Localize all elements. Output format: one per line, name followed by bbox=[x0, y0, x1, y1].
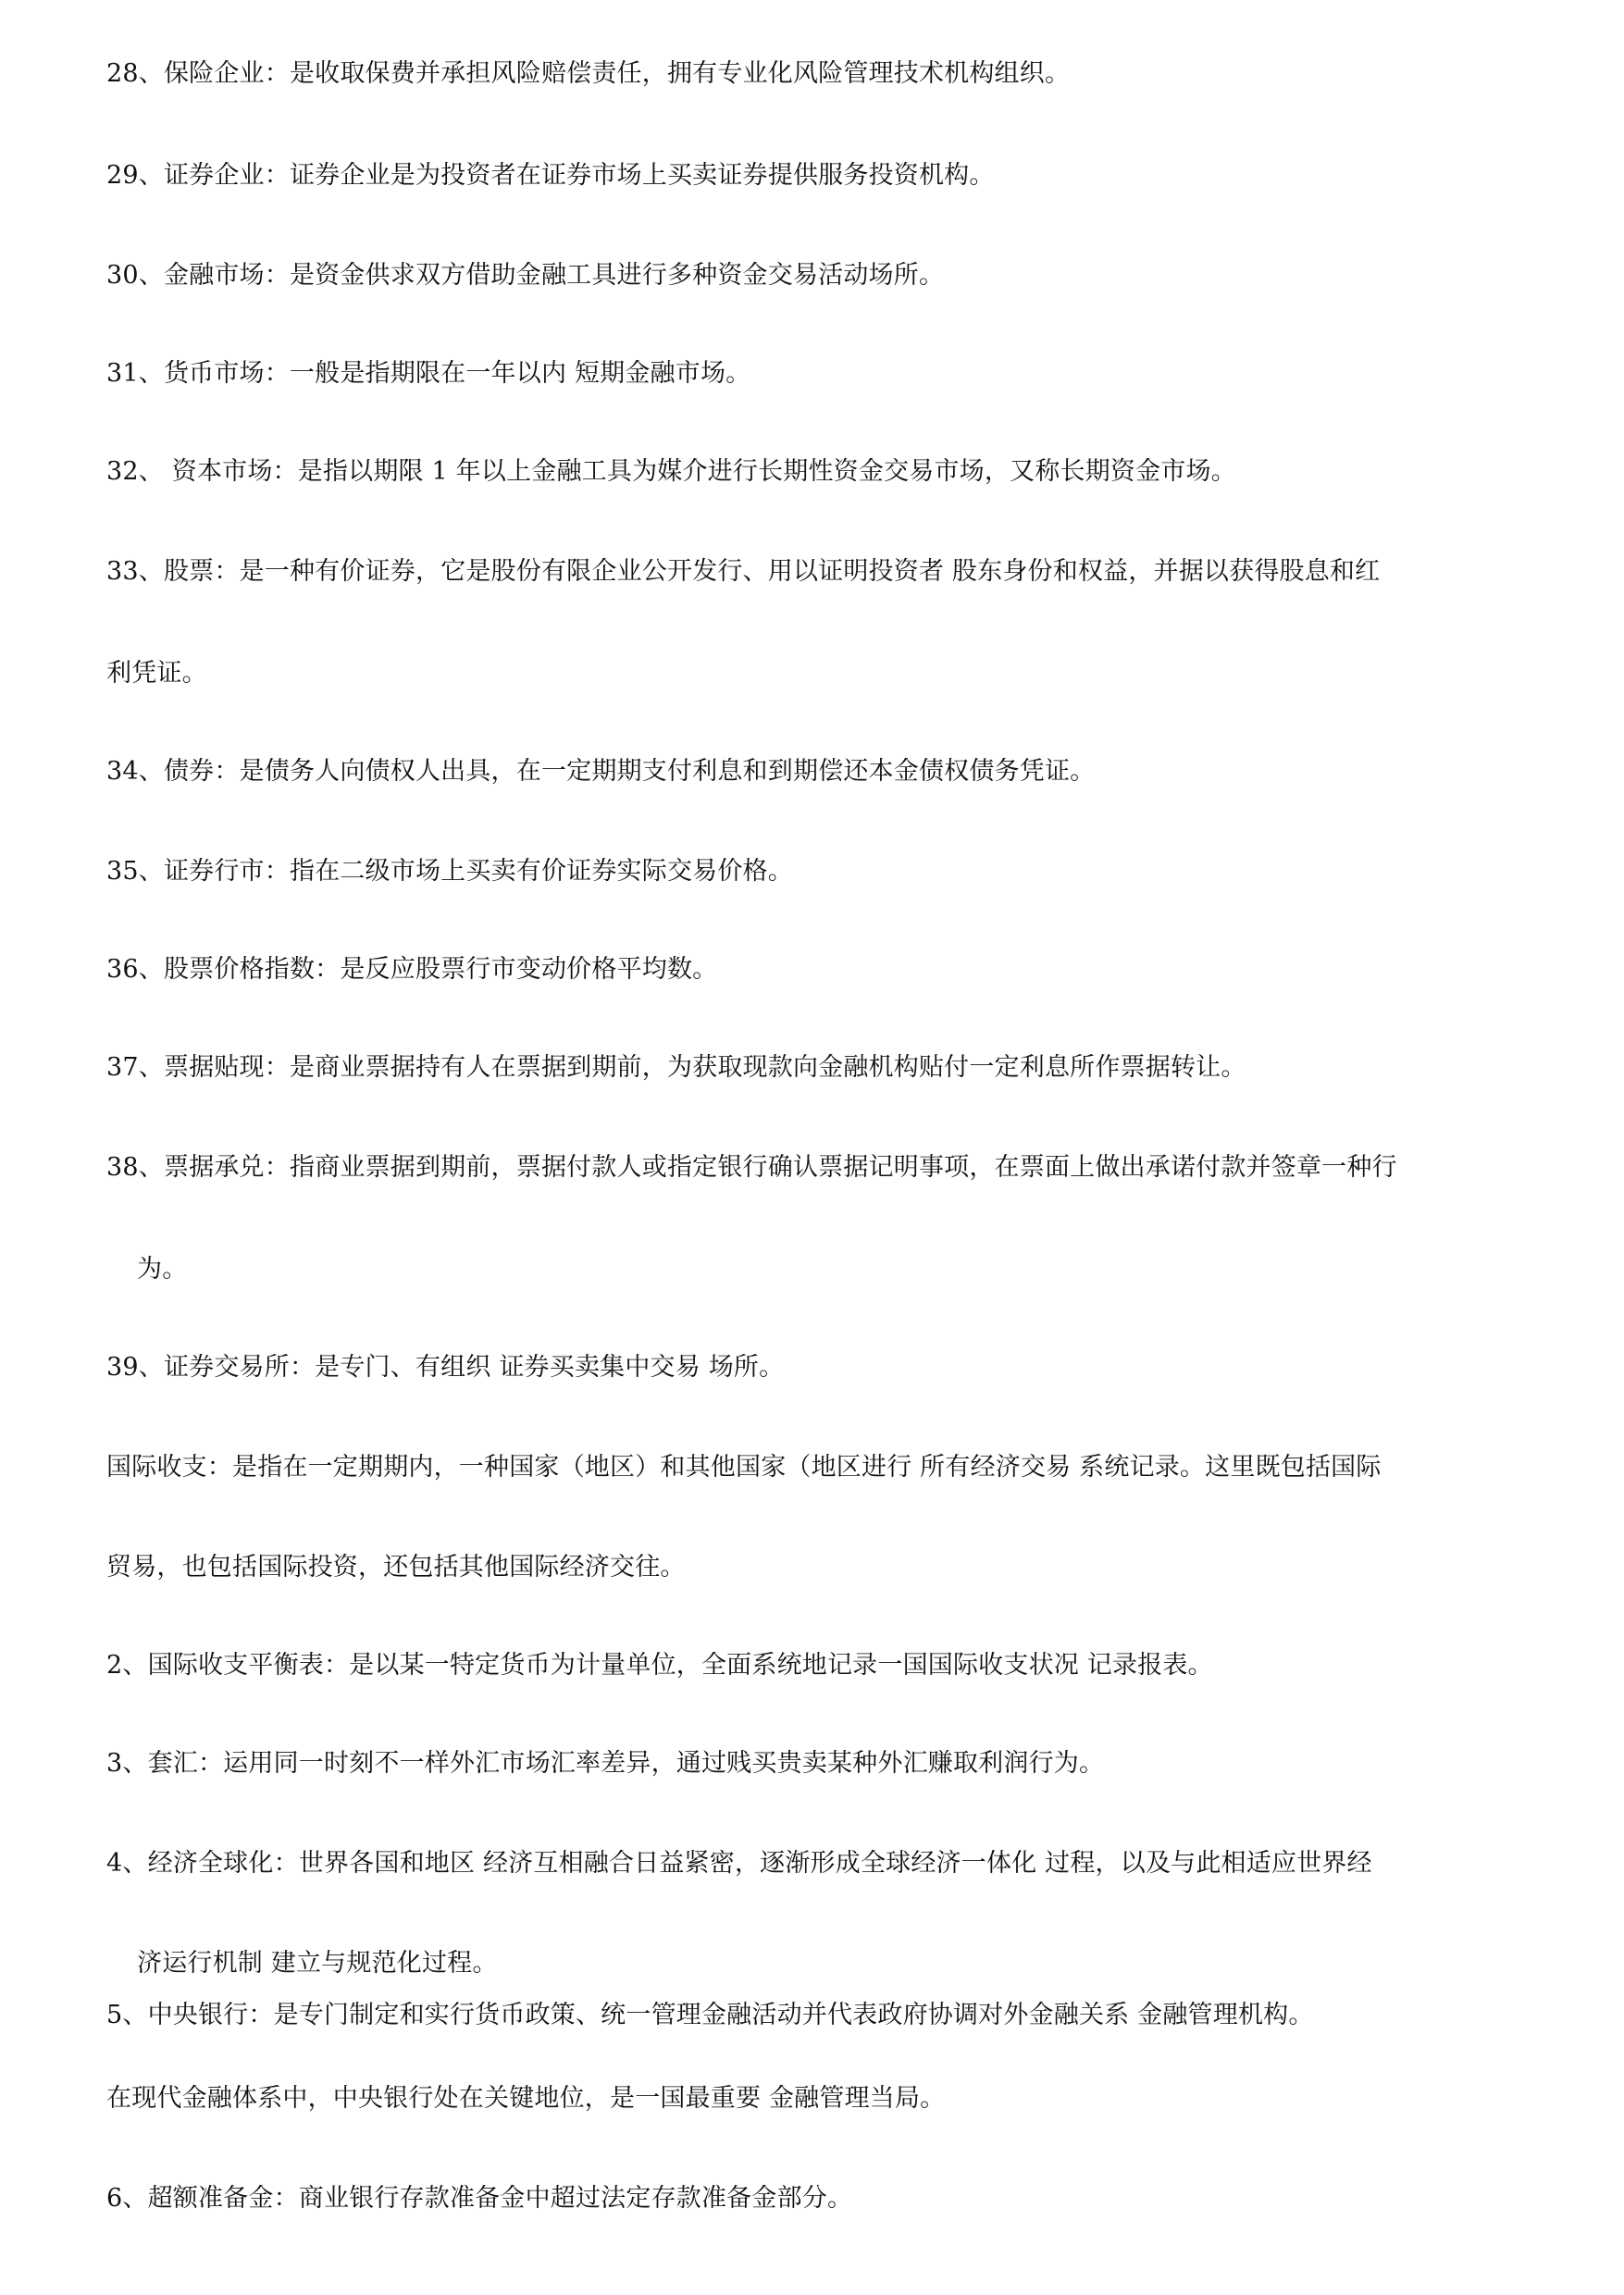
text-line: 利凭证。 bbox=[106, 659, 207, 688]
text-line: 38、票据承兑：指商业票据到期前，票据付款人或指定银行确认票据记明事项，在票面上做出承诺付款并签章一种行 bbox=[106, 1153, 1397, 1182]
text-line: 5、中央银行：是专门制定和实行货币政策、统一管理金融活动并代表政府协调对外金融关系 金融管理机构。 bbox=[106, 2001, 1314, 2029]
text-line: 31、货币市场：一般是指期限在一年以内 短期金融市场。 bbox=[106, 359, 751, 388]
text-line: 贸易，也包括国际投资，还包括其他国际经济交往。 bbox=[106, 1553, 686, 1582]
text-line: 36、股票价格指数：是反应股票行市变动价格平均数。 bbox=[106, 955, 718, 984]
text-line: 33、股票：是一种有价证券，它是股份有限企业公开发行、用以证明投资者 股东身份和权益，并据以获得股息和红 bbox=[106, 557, 1381, 586]
text-line: 在现代金融体系中，中央银行处在关键地位，是一国最重要 金融管理当局。 bbox=[106, 2084, 946, 2113]
text-line: 35、证券行市：指在二级市场上买卖有价证券实际交易价格。 bbox=[106, 857, 793, 886]
text-line: 济运行机制 建立与规范化过程。 bbox=[137, 1949, 498, 1978]
text-line: 国际收支：是指在一定期期内，一种国家（地区）和其他国家（地区进行 所有经济交易 系统记录。这里既包括国际 bbox=[106, 1453, 1382, 1482]
text-line: 34、债券：是债务人向债权人出具，在一定期期支付利息和到期偿还本金债权债务凭证。 bbox=[106, 757, 1096, 786]
text-line: 2、国际收支平衡表：是以某一特定货币为计量单位，全面系统地记录一国国际收支状况 记录报表。 bbox=[106, 1651, 1213, 1680]
text-line: 6、超额准备金：商业银行存款准备金中超过法定存款准备金部分。 bbox=[106, 2184, 853, 2213]
text-line: 32、 资本市场：是指以期限 1 年以上金融工具为媒介进行长期性资金交易市场，又称长期资金市场。 bbox=[106, 457, 1236, 486]
text-line: 37、票据贴现：是商业票据持有人在票据到期前，为获取现款向金融机构贴付一定利息所作票据转让。 bbox=[106, 1053, 1246, 1082]
text-line: 29、证券企业：证券企业是为投资者在证券市场上买卖证券提供服务投资机构。 bbox=[106, 161, 995, 190]
text-line: 28、保险企业：是收取保费并承担风险赔偿责任，拥有专业化风险管理技术机构组织。 bbox=[106, 59, 1071, 88]
text-line: 为。 bbox=[137, 1255, 188, 1284]
text-line: 4、经济全球化：世界各国和地区 经济互相融合日益紧密，逐渐形成全球经济一体化 过程，以及与此相适应世界经 bbox=[106, 1849, 1372, 1878]
text-line: 30、金融市场：是资金供求双方借助金融工具进行多种资金交易活动场所。 bbox=[106, 261, 945, 290]
text-line: 39、证券交易所：是专门、有组织 证券买卖集中交易 场所。 bbox=[106, 1353, 785, 1382]
text-line: 3、套汇：运用同一时刻不一样外汇市场汇率差异，通过贱买贵卖某种外汇赚取利润行为。 bbox=[106, 1749, 1105, 1778]
